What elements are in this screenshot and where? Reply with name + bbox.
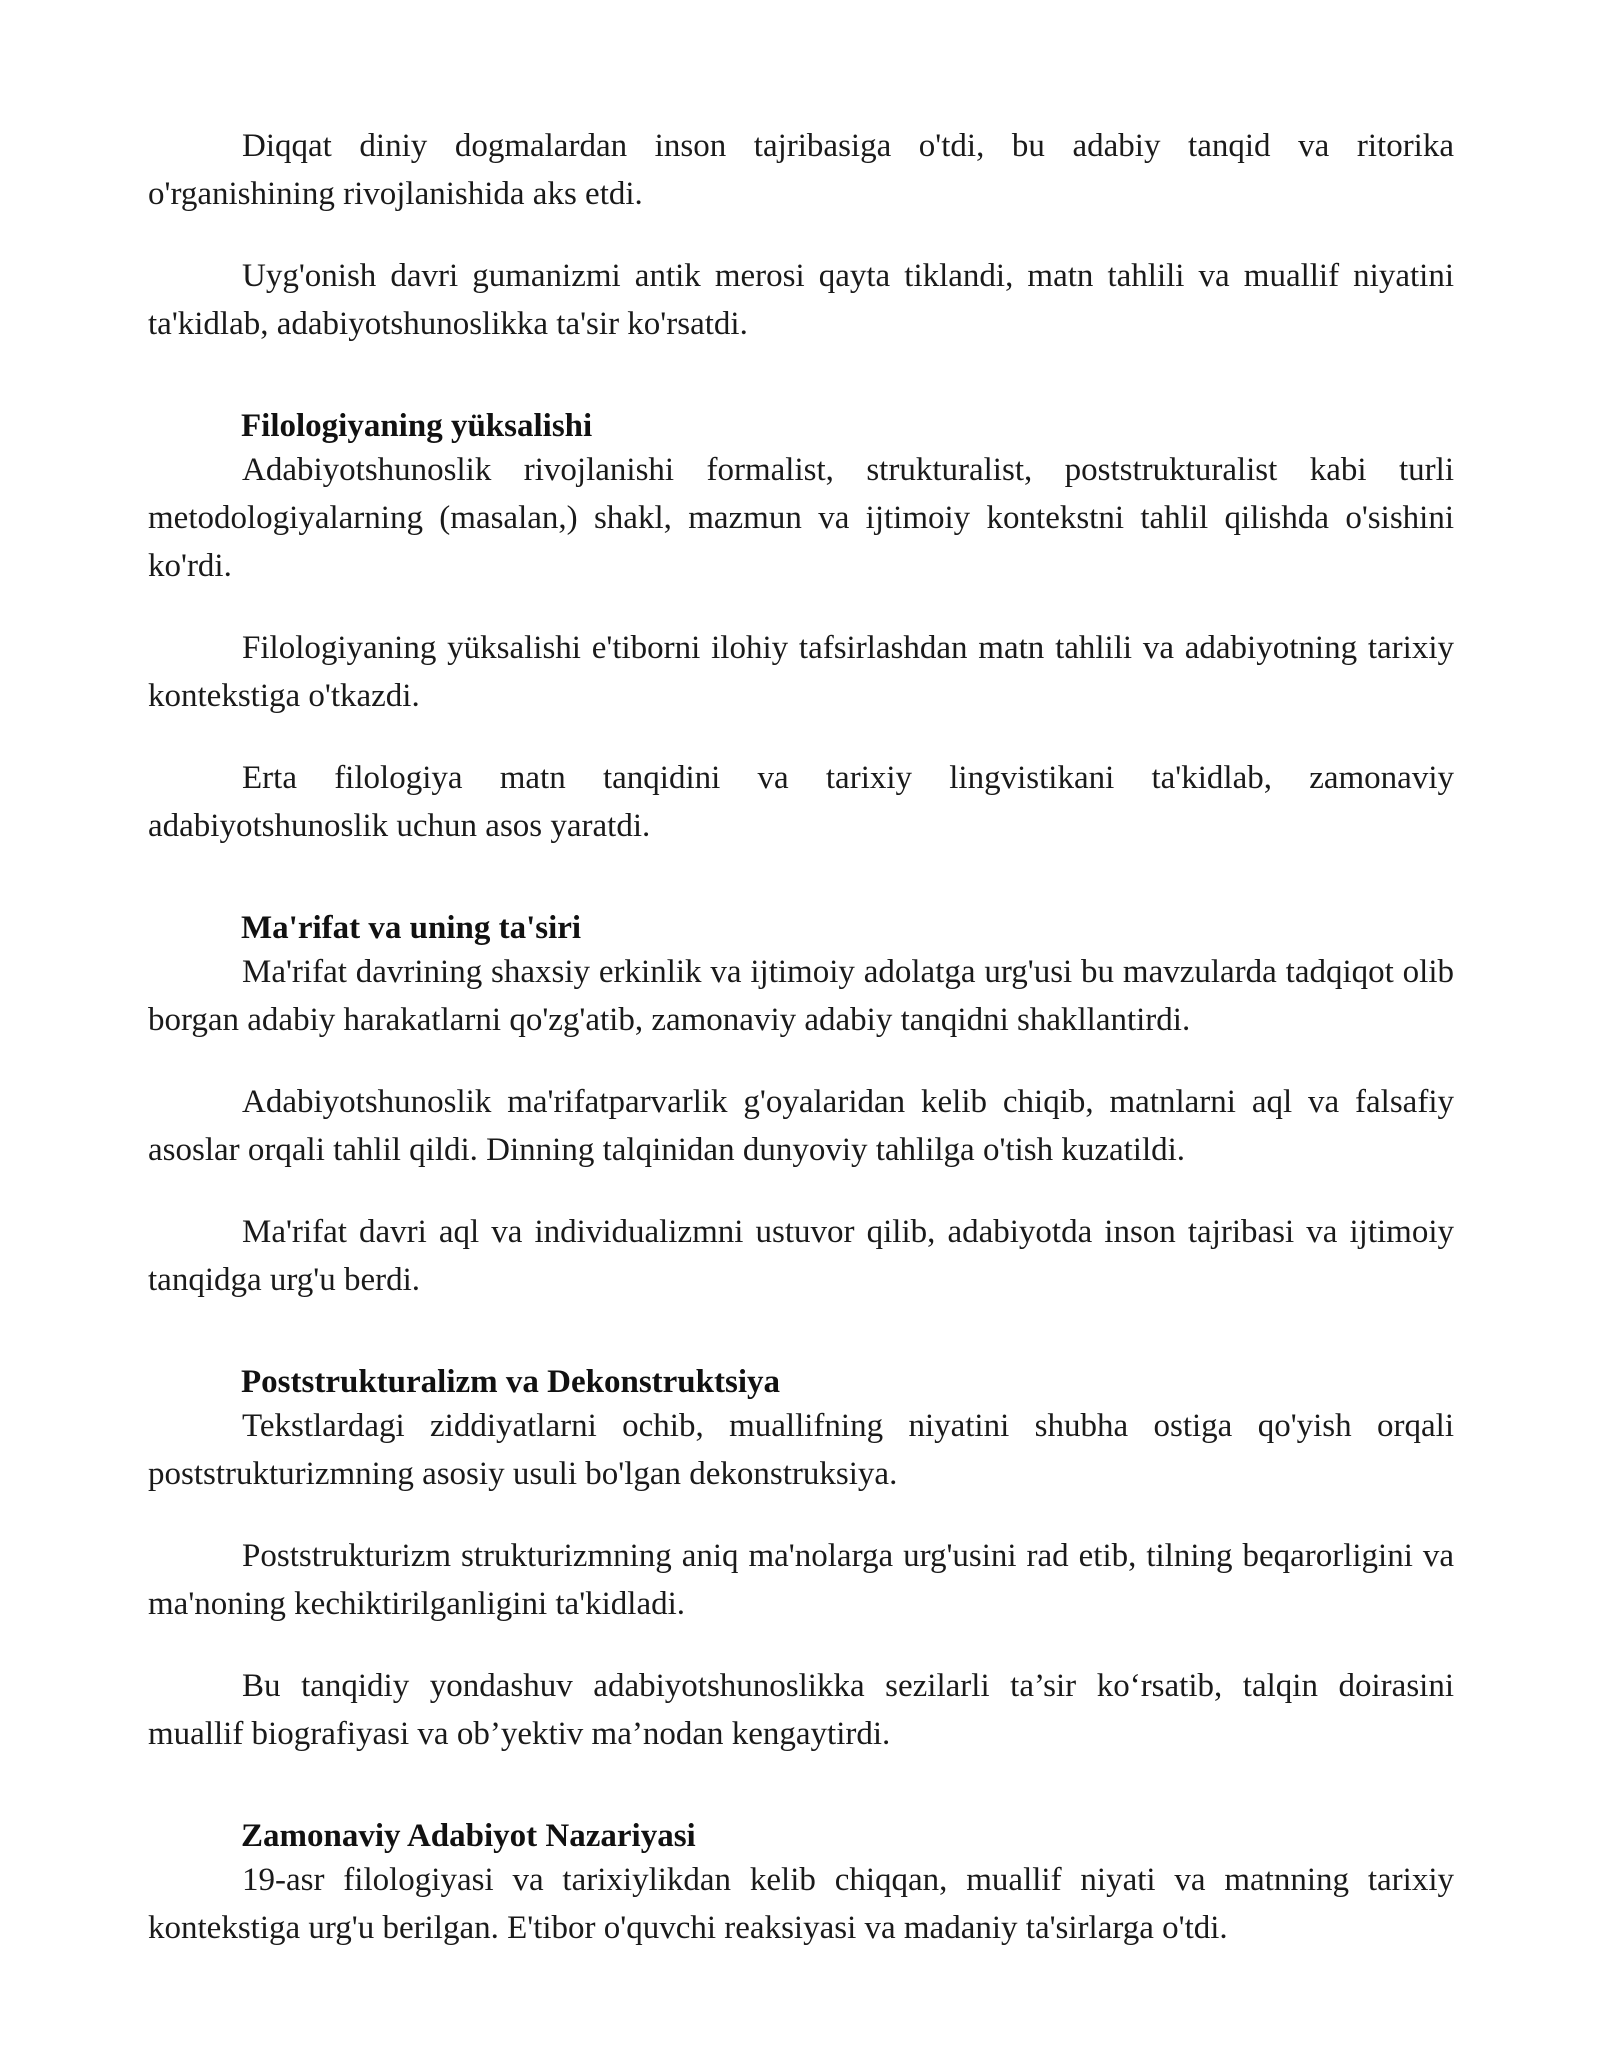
paragraph: Diqqat diniy dogmalardan inson tajribasiga o'tdi, bu adabiy tanqid va ritorika o'rganishining rivojlanishida aks etdi. (148, 128, 1454, 212)
paragraph: Erta filologiya matn tanqidini va tarixiy lingvistikani ta'kidlab, zamonaviy adabiyotshunoslik uchun asos yaratdi. (148, 760, 1454, 844)
section-heading: Filologiyaning yüksalishi (241, 408, 593, 444)
section-heading: Zamonaviy Adabiyot Nazariyasi (241, 1818, 696, 1854)
paragraph: Adabiyotshunoslik rivojlanishi formalist, strukturalist, poststrukturalist kabi turli metodologiyalarning (masalan,) shakl, mazmun va ijtimoiy kontekstni tahlil qilishda o'sishini ko'rdi. (148, 452, 1454, 584)
paragraph: Adabiyotshunoslik ma'rifatparvarlik g'oyalaridan kelib chiqib, matnlarni aql va falsafiy asoslar orqali tahlil qildi. Dinning talqinidan dunyoviy tahlilga o'tish kuzatildi. (148, 1084, 1454, 1168)
paragraph: Filologiyaning yüksalishi e'tiborni ilohiy tafsirlashdan matn tahlili va adabiyotning tarixiy kontekstiga o'tkazdi. (148, 630, 1454, 714)
section-heading: Poststrukturalizm va Dekonstruktsiya (241, 1364, 781, 1400)
paragraph: Tekstlardagi ziddiyatlarni ochib, muallifning niyatini shubha ostiga qo'yish orqali poststrukturizmning asosiy usuli bo'lgan dekonstruksiya. (148, 1408, 1454, 1492)
paragraph: Poststrukturizm strukturizmning aniq ma'nolarga urg'usini rad etib, tilning beqarorligini va ma'noning kechiktirilganligini ta'kidladi. (148, 1538, 1454, 1622)
paragraph: Bu tanqidiy yondashuv adabiyotshunoslikka sezilarli ta’sir ko‘rsatib, talqin doirasini muallif biografiyasi va ob’yektiv ma’nodan kengaytirdi. (148, 1668, 1454, 1752)
document-page (148, 122, 1454, 1952)
paragraph: Ma'rifat davri aql va individualizmni ustuvor qilib, adabiyotda inson tajribasi va ijtimoiy tanqidga urg'u berdi. (148, 1214, 1454, 1298)
paragraph: Ma'rifat davrining shaxsiy erkinlik va ijtimoiy adolatga urg'usi bu mavzularda tadqiqot olib borgan adabiy harakatlarni qo'zg'atib, zamonaviy adabiy tanqidni shakllantirdi. (148, 954, 1454, 1038)
paragraph: 19-asr filologiyasi va tarixiylikdan kelib chiqqan, muallif niyati va matnning tarixiy kontekstiga urg'u berilgan. E'tibor o'quvchi reaksiyasi va madaniy ta'sirlarga o'tdi. (148, 1862, 1454, 1946)
paragraph: Uyg'onish davri gumanizmi antik merosi qayta tiklandi, matn tahlili va muallif niyatini ta'kidlab, adabiyotshunoslikka ta'sir ko'rsatdi. (148, 258, 1454, 342)
section-heading: Ma'rifat va uning ta'siri (241, 910, 582, 946)
